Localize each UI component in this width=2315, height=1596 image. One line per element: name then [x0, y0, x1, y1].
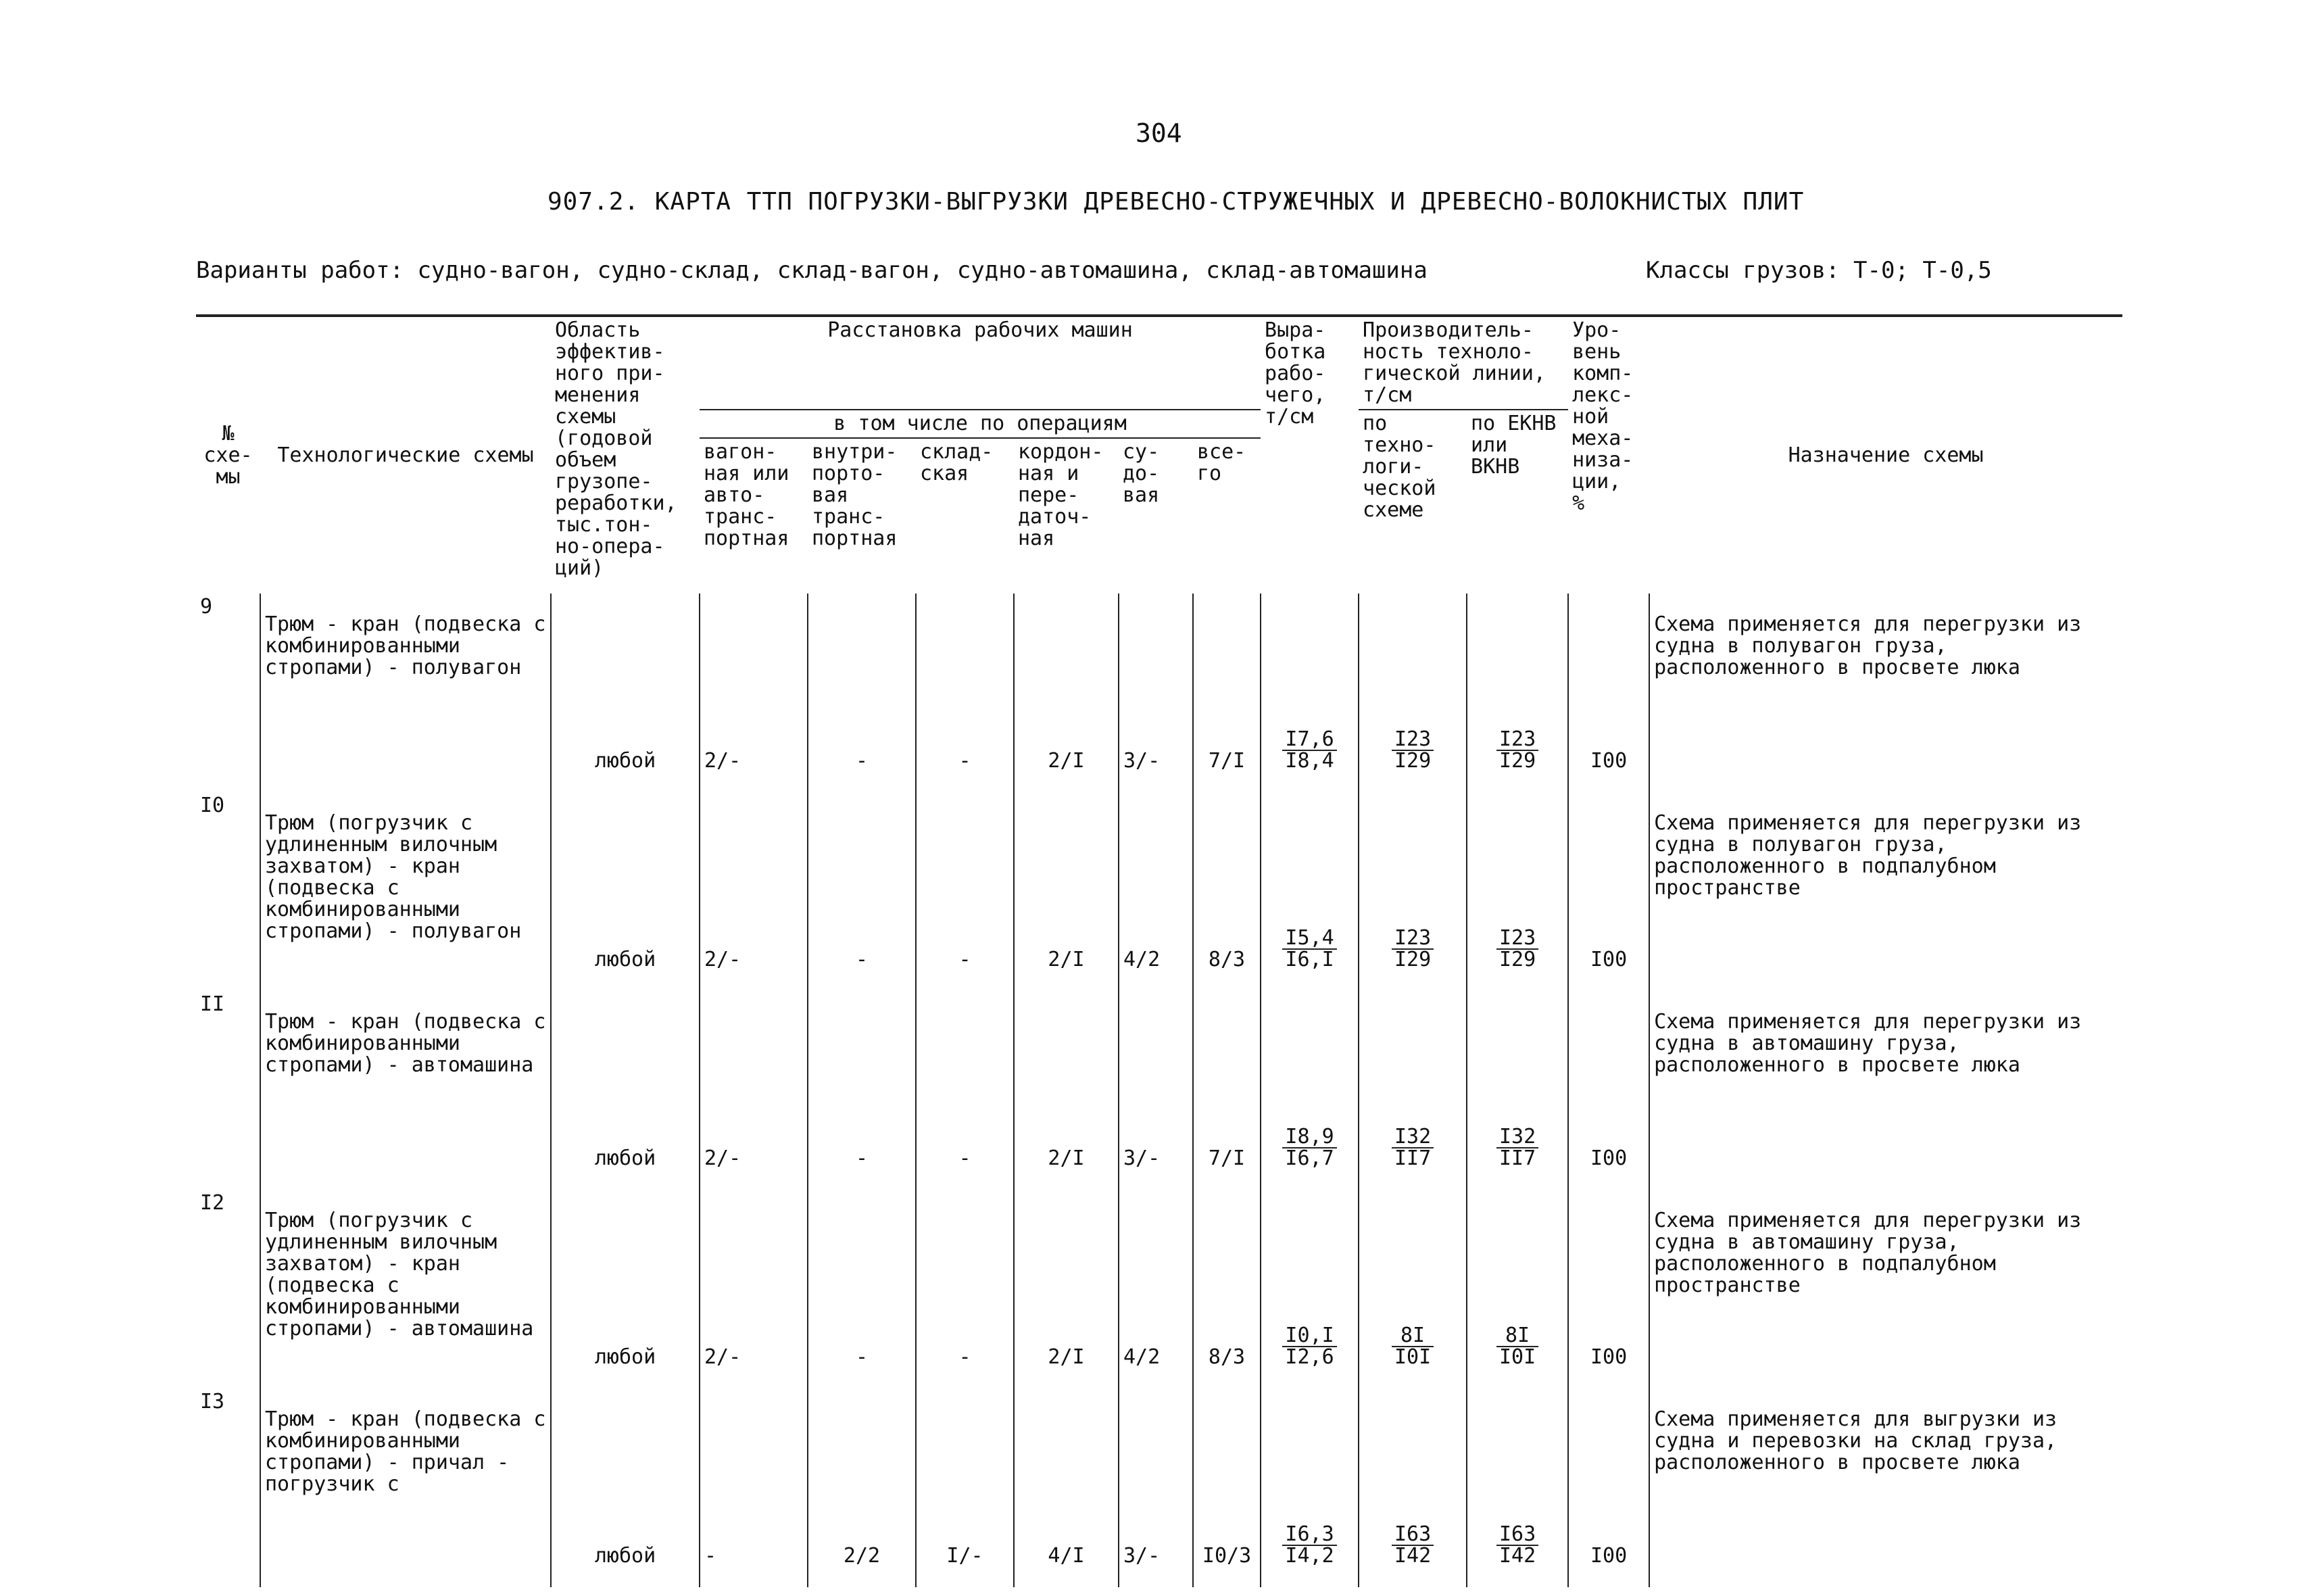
fraction-denominator: I0I [1498, 1345, 1536, 1369]
header-num: № схе- мы [203, 421, 253, 489]
row-mech: I00 [1568, 792, 1649, 991]
header-op-ship: су- до- вая [1123, 440, 1160, 507]
row-op-cordon: 2/I [1014, 991, 1119, 1190]
header-placement: Расстановка рабочих машин [700, 316, 1261, 410]
row-num: I0 [200, 794, 225, 817]
row-prod-scheme [1359, 1190, 1467, 1388]
fraction [1392, 1326, 1434, 1368]
row-op-ship: 3/- [1119, 991, 1193, 1190]
row-purpose: Схема применяется для перегрузки из судна в автомашину груза, расположенного в просвете люка [1649, 991, 2122, 1190]
fraction-numerator: I7,6 [1282, 729, 1336, 751]
row-prod-ekhv [1467, 1190, 1568, 1388]
row-op-internal: - [808, 792, 916, 991]
fraction [1496, 1524, 1538, 1566]
fraction-denominator: I6,I [1285, 948, 1334, 971]
fraction [1392, 1127, 1434, 1169]
header-mech-level: Уро- вень комп- лекс- ной меха- низа- ции, % [1572, 318, 1634, 515]
row-output [1261, 991, 1359, 1190]
header-schemes: Технологические схемы [277, 443, 534, 467]
row-prod-ekhv [1467, 1388, 1568, 1587]
fraction-numerator: I0,I [1282, 1326, 1336, 1347]
row-purpose: Схема применяется для перегрузки из судна в автомашину груза, расположенного в подпалубном пространстве [1649, 1190, 2122, 1388]
row-op-total: 8/3 [1193, 1190, 1261, 1388]
row-output [1261, 1190, 1359, 1388]
row-output [1261, 1388, 1359, 1587]
row-area: любой [551, 792, 700, 991]
row-op-ship: 3/- [1119, 594, 1193, 792]
row-scheme: Трюм - кран (подвеска с комбинированными стропами) - автомашина [260, 991, 551, 1190]
page-number: 304 [1136, 118, 1182, 148]
table-row [196, 792, 2122, 991]
row-op-warehouse: - [916, 792, 1014, 991]
row-op-warehouse: - [916, 594, 1014, 792]
fraction-numerator: I63 [1496, 1524, 1538, 1546]
row-mech: I00 [1568, 1190, 1649, 1388]
fraction-denominator: I6,7 [1285, 1146, 1334, 1170]
row-output [1261, 594, 1359, 792]
fraction [1496, 1326, 1538, 1368]
row-op-internal: - [808, 594, 916, 792]
row-op-ship: 4/2 [1119, 1190, 1193, 1388]
fraction-denominator: I42 [1498, 1544, 1536, 1568]
row-mech: I00 [1568, 1388, 1649, 1587]
row-op-warehouse: - [916, 991, 1014, 1190]
row-purpose: Схема применяется для перегрузки из судна в полувагон груза, расположенного в просвете люка [1649, 594, 2122, 792]
header-op-warehouse: склад- ская [920, 440, 994, 485]
row-num: II [200, 992, 225, 1016]
fraction [1496, 1127, 1538, 1169]
fraction-denominator: I29 [1394, 749, 1432, 773]
fraction-numerator: 8I [1496, 1326, 1538, 1347]
row-prod-ekhv [1467, 991, 1568, 1190]
work-variants: Варианты работ: судно-вагон, судно-склад, склад-вагон, судно-автомашина, склад-автомашина [196, 257, 1428, 284]
fraction-numerator: I5,4 [1282, 928, 1336, 950]
row-scheme: Трюм (погрузчик с удлиненным вилочным захватом) - кран (подвеска с комбинированными стропами) - автомашина [260, 1190, 551, 1388]
row-area: любой [551, 1388, 700, 1587]
row-area: любой [551, 1190, 700, 1388]
fraction-denominator: I29 [1394, 948, 1432, 971]
row-prod-scheme [1359, 991, 1467, 1190]
header-op-cordon: кордон- ная и пере- даточ- ная [1018, 440, 1104, 550]
row-op-internal: 2/2 [808, 1388, 916, 1587]
fraction-numerator: I23 [1392, 729, 1434, 751]
row-scheme: Трюм - кран (подвеска с комбинированными стропами) - полувагон [260, 594, 551, 792]
row-op-total: I0/3 [1193, 1388, 1261, 1587]
row-op-cordon: 4/I [1014, 1388, 1119, 1587]
header-output: Выра- ботка рабо- чего, т/см [1265, 318, 1326, 429]
header-prod-ekhv: по ЕКНВ или ВКНВ [1471, 412, 1557, 479]
row-num: I2 [200, 1191, 225, 1215]
fraction-numerator: I63 [1392, 1524, 1434, 1546]
fraction [1282, 928, 1336, 970]
fraction [1496, 928, 1538, 970]
row-purpose: Схема применяется для перегрузки из судна в полувагон груза, расположенного в подпалубном пространстве [1649, 792, 2122, 991]
fraction [1282, 1127, 1336, 1169]
row-purpose: Схема применяется для выгрузки из судна и перевозки на склад груза, расположенного в просвете люка [1649, 1388, 2122, 1587]
row-op-wagon: 2/- [700, 1190, 808, 1388]
fraction-denominator: I2,6 [1285, 1345, 1334, 1369]
table-row [196, 594, 2122, 792]
row-op-warehouse: - [916, 1190, 1014, 1388]
fraction [1282, 729, 1336, 771]
fraction-denominator: I42 [1394, 1544, 1432, 1568]
header-area: Область эффектив- ного при- менения схемы (годовой объем грузопе- реработки, тыс.тон- но-опера- ций) [555, 318, 677, 580]
fraction-numerator: 8I [1392, 1326, 1434, 1347]
fraction-numerator: I23 [1392, 928, 1434, 950]
row-op-total: 7/I [1193, 594, 1261, 792]
fraction [1496, 729, 1538, 771]
row-area: любой [551, 991, 700, 1190]
row-op-ship: 3/- [1119, 1388, 1193, 1587]
fraction-denominator: I8,4 [1285, 749, 1334, 773]
row-op-cordon: 2/I [1014, 1190, 1119, 1388]
fraction [1392, 928, 1434, 970]
fraction-denominator: I29 [1498, 749, 1536, 773]
row-op-internal: - [808, 1190, 916, 1388]
row-op-total: 8/3 [1193, 792, 1261, 991]
fraction-numerator: I32 [1496, 1127, 1538, 1148]
header-prod-scheme: по техно- логи- ческой схеме [1363, 412, 1436, 522]
fraction-numerator: I8,9 [1282, 1127, 1336, 1148]
row-prod-scheme [1359, 594, 1467, 792]
row-op-cordon: 2/I [1014, 792, 1119, 991]
fraction-denominator: II7 [1394, 1146, 1432, 1170]
header-productivity: Производитель- ность техноло- гической линии, т/см [1359, 316, 1568, 410]
header-op-internal: внутри- порто- вая транс- портная [812, 440, 898, 550]
fraction [1392, 1524, 1434, 1566]
table-row [196, 1388, 2122, 1587]
row-prod-scheme [1359, 1388, 1467, 1587]
row-op-cordon: 2/I [1014, 594, 1119, 792]
row-num: I3 [200, 1390, 225, 1413]
header-op-wagon: вагон- ная или авто- транс- портная [704, 440, 789, 550]
row-mech: I00 [1568, 594, 1649, 792]
header-purpose: Назначение схемы [1788, 443, 1984, 467]
row-op-wagon: - [700, 1388, 808, 1587]
row-mech: I00 [1568, 991, 1649, 1190]
row-prod-ekhv [1467, 792, 1568, 991]
table-body [196, 594, 2122, 1587]
row-op-internal: - [808, 991, 916, 1190]
row-op-total: 7/I [1193, 991, 1261, 1190]
header-incl-ops: в том числе по операциям [700, 410, 1261, 438]
fraction-denominator: I0I [1394, 1345, 1432, 1369]
row-num: 9 [200, 595, 213, 619]
row-op-wagon: 2/- [700, 792, 808, 991]
row-scheme: Трюм (погрузчик с удлиненным вилочным захватом) - кран (подвеска с комбинированными стропами) - полувагон [260, 792, 551, 991]
tech-scheme-table [196, 314, 2122, 1587]
page-title: 907.2. КАРТА ТТП ПОГРУЗКИ-ВЫГРУЗКИ ДРЕВЕСНО-СТРУЖЕЧНЫХ И ДРЕВЕСНО-ВОЛОКНИСТЫХ ПЛИТ [547, 188, 1805, 216]
fraction-denominator: I4,2 [1285, 1544, 1334, 1568]
fraction-numerator: I6,3 [1282, 1524, 1336, 1546]
row-output [1261, 792, 1359, 991]
fraction-denominator: I29 [1498, 948, 1536, 971]
fraction-numerator: I32 [1392, 1127, 1434, 1148]
row-op-ship: 4/2 [1119, 792, 1193, 991]
row-scheme: Трюм - кран (подвеска с комбинированными стропами) - причал - погрузчик с [260, 1388, 551, 1587]
row-op-warehouse: I/- [916, 1388, 1014, 1587]
fraction-denominator: II7 [1498, 1146, 1536, 1170]
cargo-classes: Классы грузов: Т-0; Т-0,5 [1646, 257, 1992, 284]
table-row [196, 1190, 2122, 1388]
fraction [1392, 729, 1434, 771]
fraction [1282, 1326, 1336, 1368]
header-op-total: все- го [1197, 440, 1246, 485]
row-prod-scheme [1359, 792, 1467, 991]
fraction-numerator: I23 [1496, 928, 1538, 950]
row-op-wagon: 2/- [700, 594, 808, 792]
fraction [1282, 1524, 1336, 1566]
row-prod-ekhv [1467, 594, 1568, 792]
row-op-wagon: 2/- [700, 991, 808, 1190]
fraction-numerator: I23 [1496, 729, 1538, 751]
table-row [196, 991, 2122, 1190]
row-area: любой [551, 594, 700, 792]
